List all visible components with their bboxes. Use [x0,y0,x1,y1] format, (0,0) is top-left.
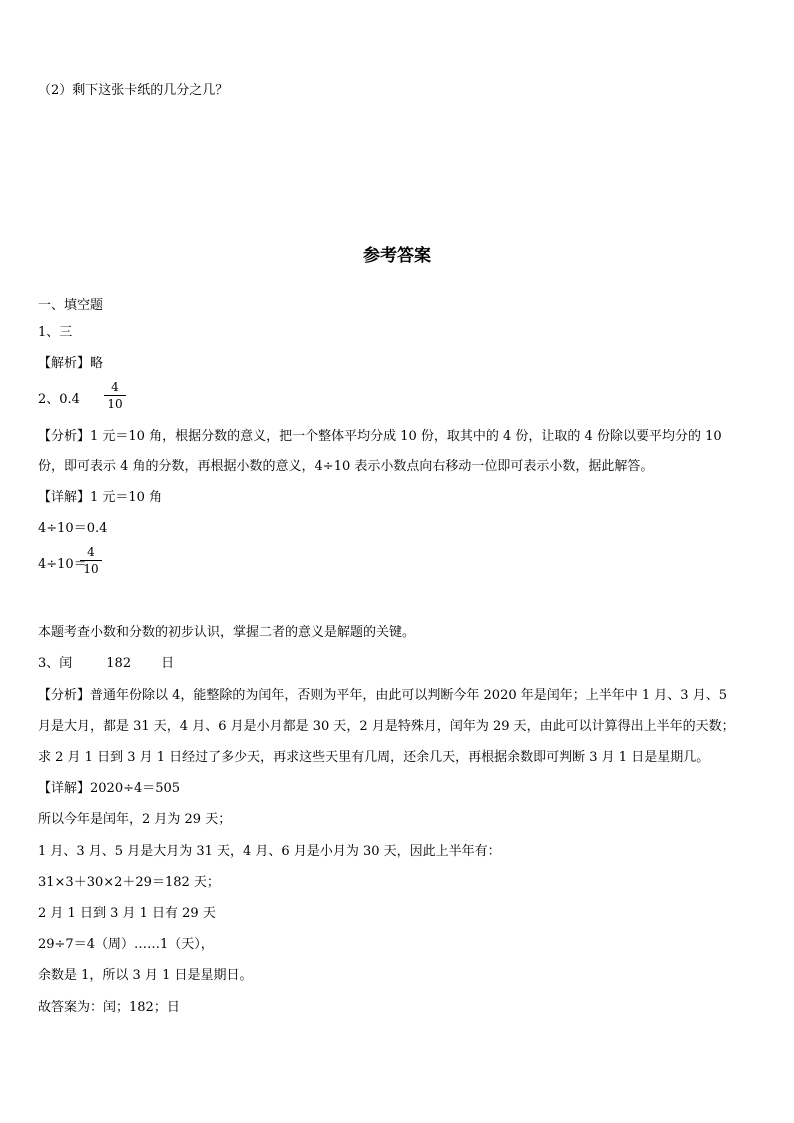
solution-line: 1 月、3 月、5 月是大月为 31 天，4 月、6 月是小月为 30 天，因此上半年有： [38,844,501,859]
final-answer: 故答案为：闰；182；日 [38,1000,180,1015]
solution-line: 31×3＋30×2＋29＝182 天； [38,875,220,890]
equation: 4÷10＝ [38,557,87,572]
fraction [104,380,126,411]
answer-3-blank-1: 3、闰 [38,656,73,671]
fraction-bar [80,560,102,561]
solution-line: 2 月 1 日到 3 月 1 日有 29 天 [38,906,216,921]
fraction-denominator: 10 [83,562,99,576]
answer-3-blank-3: 日 [161,656,175,671]
answer-3 [38,656,174,672]
answer-2-analysis-line: 【分析】1 元＝10 角，根据分数的意义，把一个整体平均分成 10 份，取其中的 4 份，让取的 4 份除以要平均分的 10 [38,429,722,444]
answer-2-summary: 本题考查小数和分数的初步认识，掌握二者的意义是解题的关键。 [38,625,416,640]
fraction-numerator: 4 [87,545,95,559]
solution-line: 29÷7＝4（周）……1（天）， [38,937,214,952]
fraction-numerator: 4 [111,380,119,394]
answer-3-analysis-line: 求 2 月 1 日到 3 月 1 日经过了多少天，再求这些天里有几周，还余几天，再根据余数即可判断 3 月 1 日是星期几。 [38,750,710,765]
answer-3-analysis-line: 月是大月，都是 31 天，4 月、6 月是小月都是 30 天，2 月是特殊月，闰年为 29 天，由此可以计算得出上半年的天数； [38,719,735,734]
answer-3-blank-2: 182 [106,656,132,671]
fraction-denominator: 10 [107,397,123,411]
section-heading: 一、填空题 [38,298,104,313]
question-text: （2）剩下这张卡纸的几分之几？ [38,83,229,98]
fraction [80,545,102,576]
fraction-bar [104,395,126,396]
answer-2-analysis-line: 份，即可表示 4 角的分数，再根据小数的意义，4÷10 表示小数点向右移动一位即可表示小数，据此解答。 [38,459,654,474]
answer-3-analysis-line: 【分析】普通年份除以 4，能整除的为闰年，否则为平年，由此可以判断今年 2020 年是闰年；上半年中 1 月、3 月、5 [38,688,727,703]
answer-1-analysis: 【解析】略 [38,356,104,371]
answer-2-detail: 【详解】1 元＝10 角 [38,490,163,505]
answer-3-detail: 【详解】2020÷4＝505 [38,781,181,796]
solution-line: 所以今年是闰年，2 月为 29 天； [38,812,232,827]
page-title: 参考答案 [363,246,431,266]
equation: 4÷10＝0.4 [38,521,108,536]
answer-1: 1、三 [38,325,73,340]
solution-line: 余数是 1，所以 3 月 1 日是星期日。 [38,968,253,983]
answer-2: 2、0.4 [38,392,80,407]
